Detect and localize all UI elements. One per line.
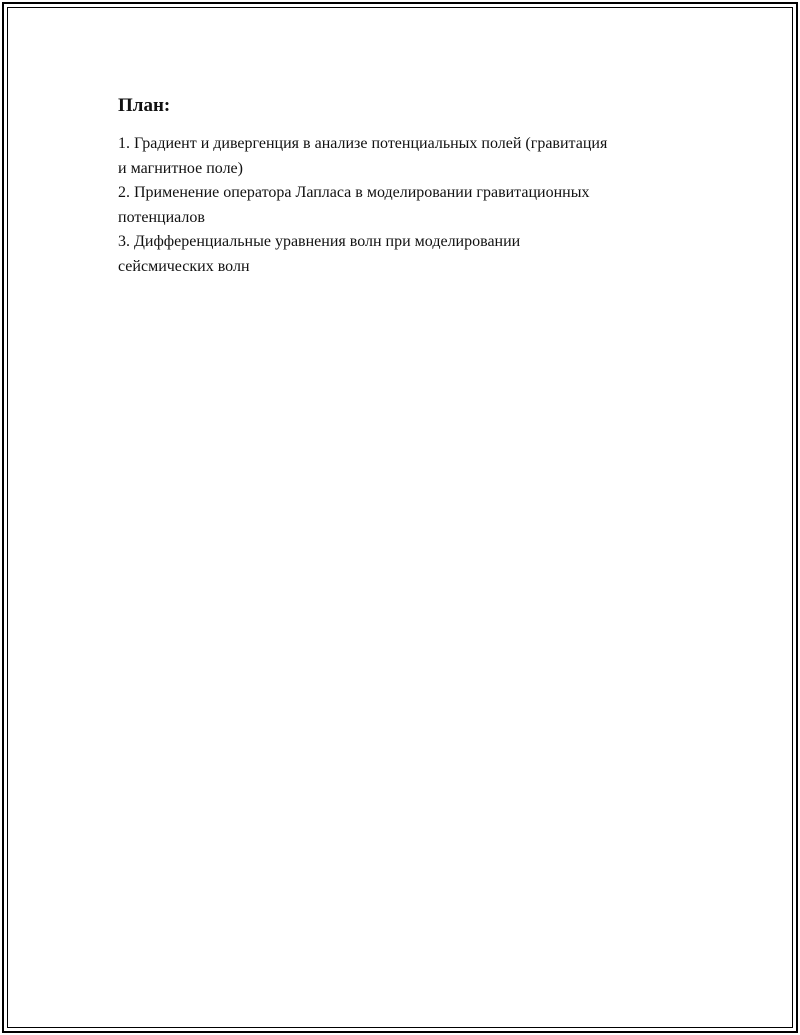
plan-item-2-line-2: потенциалов xyxy=(118,208,205,226)
plan-item-3 xyxy=(118,230,698,279)
document-content xyxy=(118,94,698,279)
plan-item-2 xyxy=(118,181,698,230)
plan-item-3-line-1: 3. Дифференциальные уравнения волн при моделировании xyxy=(118,233,521,250)
plan-item-1-line-2: и магнитное поле) xyxy=(118,159,243,177)
plan-item-1-line-1: 1. Градиент и дивергенция в анализе потенциальных полей (гравитация xyxy=(118,135,608,152)
plan-item-3-line-2: сейсмических волн xyxy=(118,257,250,275)
plan-item-2-line-1: 2. Применение оператора Лапласа в моделировании гравитационных xyxy=(118,184,590,201)
plan-title: План: xyxy=(118,95,171,116)
plan-list xyxy=(118,132,698,279)
plan-item-1 xyxy=(118,132,698,181)
